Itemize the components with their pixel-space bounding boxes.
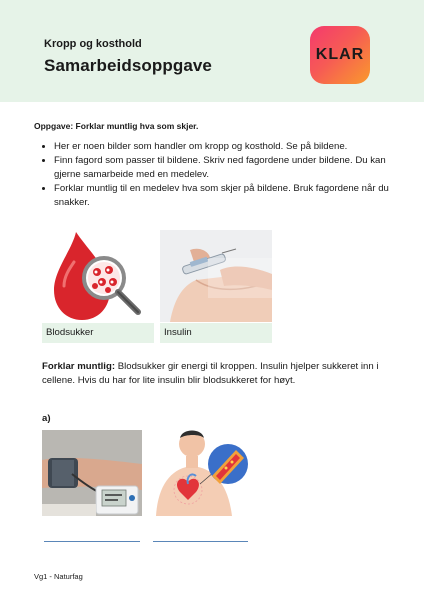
blood-drop-icon bbox=[42, 230, 154, 322]
heart-artery-icon bbox=[152, 424, 252, 516]
blood-pressure-monitor-icon bbox=[42, 430, 142, 516]
exercise-label: a) bbox=[42, 413, 51, 424]
label-insulin: Insulin bbox=[160, 323, 272, 343]
instruction-item: • Forklar muntlig til en medelev hva som skjer på bildene. Bruk fagordene når du snakker. bbox=[54, 182, 399, 210]
insulin-injection-icon bbox=[160, 230, 272, 322]
instruction-item: • Finn fagord som passer til bildene. Skriv ned fagordene under bildene. Du kan gjerne samarbeide med en medelev. bbox=[54, 154, 399, 182]
answer-line-2[interactable] bbox=[153, 541, 248, 542]
explain-text: Blodsukker gir energi til kroppen. Insulin hjelper sukkeret inn i cellene. Hvis du har for lite insulin blir blodsukkeret for høyt. bbox=[42, 361, 379, 386]
header-band bbox=[0, 0, 424, 102]
example-explanation bbox=[42, 360, 382, 388]
blood-sugar-image bbox=[42, 230, 154, 322]
instruction-item: • Her er noen bilder som handler om kropp og kosthold. Se på bildene. bbox=[54, 140, 399, 154]
label-blood-sugar: Blodsukker bbox=[42, 323, 154, 343]
instruction-list bbox=[42, 140, 399, 210]
page-title: Samarbeidsoppgave bbox=[44, 56, 212, 75]
insulin-image bbox=[160, 230, 272, 322]
blood-pressure-image bbox=[42, 430, 142, 516]
heart-artery-image bbox=[152, 424, 252, 516]
logo-text: KLAR bbox=[315, 46, 365, 63]
footer-text: Vg1 - Naturfag bbox=[34, 572, 83, 581]
explain-lead: Forklar muntlig: bbox=[42, 361, 116, 372]
klar-logo bbox=[310, 26, 370, 84]
answer-line-1[interactable] bbox=[44, 541, 140, 542]
task-heading: Oppgave: Forklar muntlig hva som skjer. bbox=[34, 121, 199, 131]
subject-title: Kropp og kosthold bbox=[44, 38, 142, 50]
